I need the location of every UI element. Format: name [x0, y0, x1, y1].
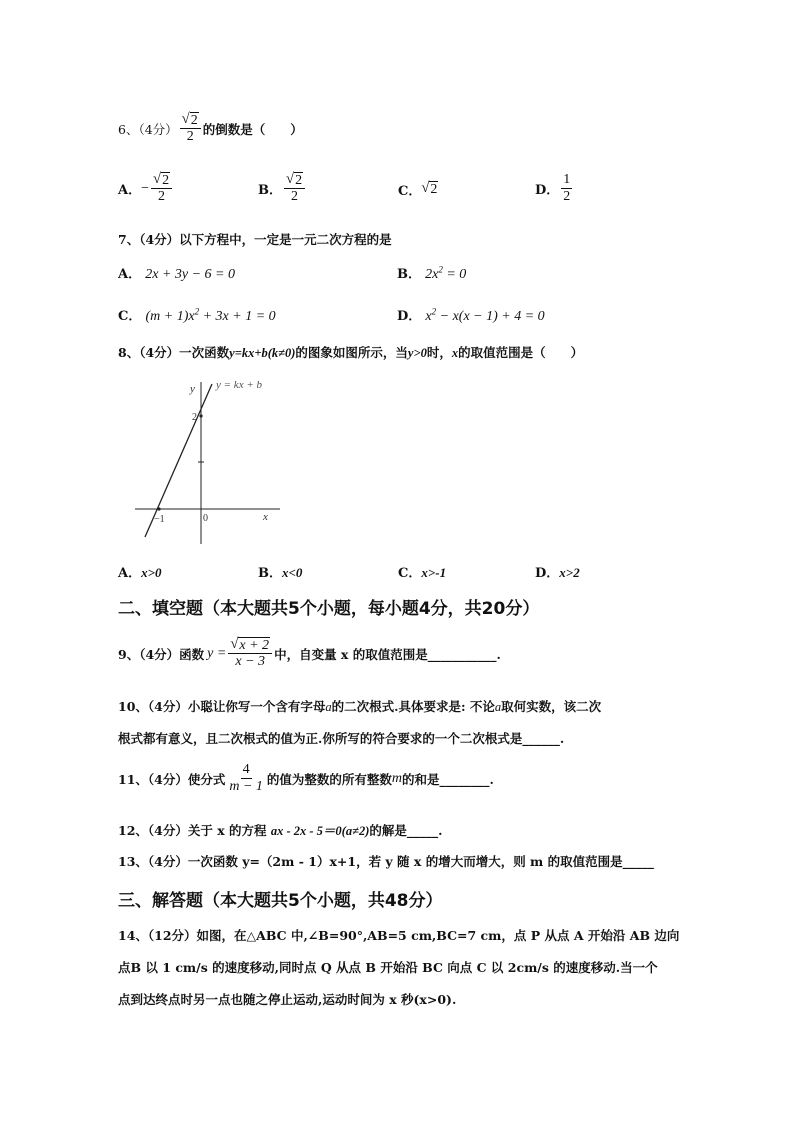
q11-suffix2: 的和是________.: [402, 771, 494, 787]
q8-option-a: [118, 562, 162, 581]
q8-stem: [118, 343, 583, 361]
q9-den: x − 3: [235, 654, 266, 670]
q8-stem-var: x: [451, 346, 459, 360]
q6-option-b: [258, 172, 307, 205]
q6-suffix: 的倒数是（ ）: [202, 121, 303, 137]
line-label: y = kx + b: [216, 379, 262, 391]
origin-label: 0: [203, 513, 208, 524]
q6-b-fraction: √ 2 2: [284, 172, 305, 205]
q7-option-d: [397, 305, 545, 325]
q6-a-den: 2: [158, 189, 166, 205]
section-2-heading: 二、填空题（本大题共5个小题，每小题4分，共20分）: [118, 599, 540, 619]
q10-line1-b: 的二次根式.具体要求是: 不论: [331, 699, 495, 714]
q8-graph: [130, 372, 290, 550]
q6-stem: [118, 112, 303, 145]
q10-var-1: a: [325, 700, 332, 714]
q6-prefix: 6、（4分）: [118, 121, 178, 137]
q7-c-label: C．: [118, 309, 142, 324]
q7-d-post: − x(x − 1) + 4 = 0: [436, 309, 545, 324]
q8-option-b: [258, 562, 302, 581]
q8-stem-tail: 时，: [426, 345, 452, 360]
q8-stem-cond: y>0: [407, 346, 427, 360]
q9-lhs: y =: [207, 645, 227, 661]
q11-var: m: [391, 770, 403, 786]
q7-d-label: D．: [397, 309, 422, 324]
q7-option-b: [397, 263, 466, 283]
q10-var-2: a: [494, 700, 502, 714]
q8-stem-end: 的取值范围是（ ）: [458, 345, 584, 360]
q8-b-val: x<0: [282, 565, 303, 580]
q6-d-label: D．: [535, 183, 560, 199]
q8-d-val: x>2: [559, 565, 580, 580]
q7-stem: 7、（4分）以下方程中，一定是一元二次方程的是: [118, 232, 392, 247]
q14-line3: 点到达终点时另一点也随之停止运动,运动时间为 x 秒(x>0).: [118, 992, 457, 1007]
q6-a-num: 2: [162, 173, 170, 188]
q12-eq: ax - 2x - 5＝0(a≠2): [270, 824, 370, 838]
q8-option-c: [398, 562, 446, 581]
q14-line1: 14、（12分）如图，在△ABC 中,∠B=90°,AB=5 cm,BC=7 cm，点 P 从点 A 开始沿 AB 边向: [118, 928, 680, 943]
q6-a-sign: −: [141, 180, 149, 196]
q6-a-fraction: √ 2 2: [151, 172, 172, 205]
q12-suffix: 的解是_____.: [369, 823, 443, 838]
q6-d-fraction: [561, 172, 572, 205]
q7-c-pre: (m + 1)x: [145, 309, 195, 324]
q6-b-den: 2: [291, 189, 299, 205]
q8-stem-mid: 的图象如图所示，当: [295, 345, 408, 360]
q10-line1: [118, 697, 601, 715]
x-intercept-point: [157, 507, 160, 510]
q6-b-label: B．: [258, 183, 282, 199]
q8-stem-prefix: 8、（4分）一次函数: [118, 345, 230, 360]
q7-d-pre: x: [425, 309, 432, 324]
q10-line1-a: 10、（4分）小聪让你写一个含有字母: [118, 699, 326, 714]
q8-a-val: x>0: [141, 565, 162, 580]
q9-prefix: 9、（4分）函数: [118, 646, 205, 662]
y-axis-label: y: [190, 383, 195, 395]
q11: [118, 762, 494, 795]
q8-a-label: A．: [118, 566, 142, 581]
q6-d-num: 1: [561, 172, 572, 189]
q7-b-sup: 2: [438, 264, 443, 275]
q11-num: 4: [241, 762, 252, 779]
q6-c-rad: 2: [430, 182, 438, 198]
q6-option-c: C． √ 2: [398, 180, 438, 199]
q8-c-val: x>-1: [421, 565, 447, 580]
y-intercept-point: [199, 414, 202, 417]
q9-suffix: 中，自变量 x 的取值范围是___________.: [274, 646, 501, 662]
q11-suffix: 的值为整数的所有整数: [266, 771, 392, 787]
q6-option-d: [535, 172, 574, 205]
q6-frac-num: 2: [190, 113, 198, 128]
q11-fraction: [227, 762, 265, 795]
q7-option-c: [118, 305, 276, 325]
q7-c-post: + 3x + 1 = 0: [199, 309, 276, 324]
q11-prefix: 11、（4分）使分式: [118, 771, 226, 787]
q6-b-num: 2: [295, 173, 303, 188]
q11-den: m − 1: [229, 779, 263, 795]
q6-d-den: 2: [563, 189, 571, 205]
q9: [118, 637, 501, 670]
q7-b-post: = 0: [442, 267, 467, 282]
q9-num: x + 2: [239, 638, 270, 653]
q7-a-label: A．: [118, 267, 142, 282]
q8-d-label: D．: [535, 566, 560, 581]
x-axis-label: x: [263, 511, 268, 523]
q8-option-d: [535, 562, 580, 581]
section-3-heading: 三、解答题（本大题共5个小题，共48分）: [118, 891, 443, 911]
q10-line2: 根式都有意义，且二次根式的值为正.你所写的符合要求的一个二次根式是______.: [118, 731, 565, 746]
x-intercept-label: −1: [154, 514, 165, 525]
q7-b-pre: 2x: [425, 267, 439, 282]
q7-d-sup: 2: [431, 306, 437, 317]
q6-a-label: A．: [118, 183, 142, 199]
q7-a-expr: 2x + 3y − 6 = 0: [145, 267, 236, 282]
q6-option-a: [118, 172, 174, 205]
q7-b-label: B．: [397, 267, 421, 282]
q10-line1-c: 取何实数，该二次: [501, 699, 602, 714]
q8-stem-fn: y=kx+b(k≠0): [229, 346, 296, 360]
q8-c-label: C．: [398, 566, 422, 581]
q9-fraction: √ x + 2 x − 3: [228, 637, 272, 670]
q12: [118, 821, 442, 839]
y-intercept-label: 2: [192, 412, 197, 423]
q7-c-sup: 2: [194, 306, 200, 317]
q6-c-label: C．: [398, 184, 422, 199]
q7-option-a: [118, 263, 235, 283]
q8-b-label: B．: [258, 566, 282, 581]
q6-fraction: √ 2 2: [180, 112, 201, 145]
q13: 13、（4分）一次函数 y=（2m - 1）x+1，若 y 随 x 的增大而增大，则 m 的取值范围是_____: [118, 854, 654, 869]
q6-frac-den: 2: [186, 129, 194, 145]
q14-line2: 点B 以 1 cm/s 的速度移动,同时点 Q 从点 B 开始沿 BC 向点 C 以 2cm/s 的速度移动.当一个: [118, 960, 658, 975]
q12-prefix: 12、（4分）关于 x 的方程: [118, 823, 267, 838]
